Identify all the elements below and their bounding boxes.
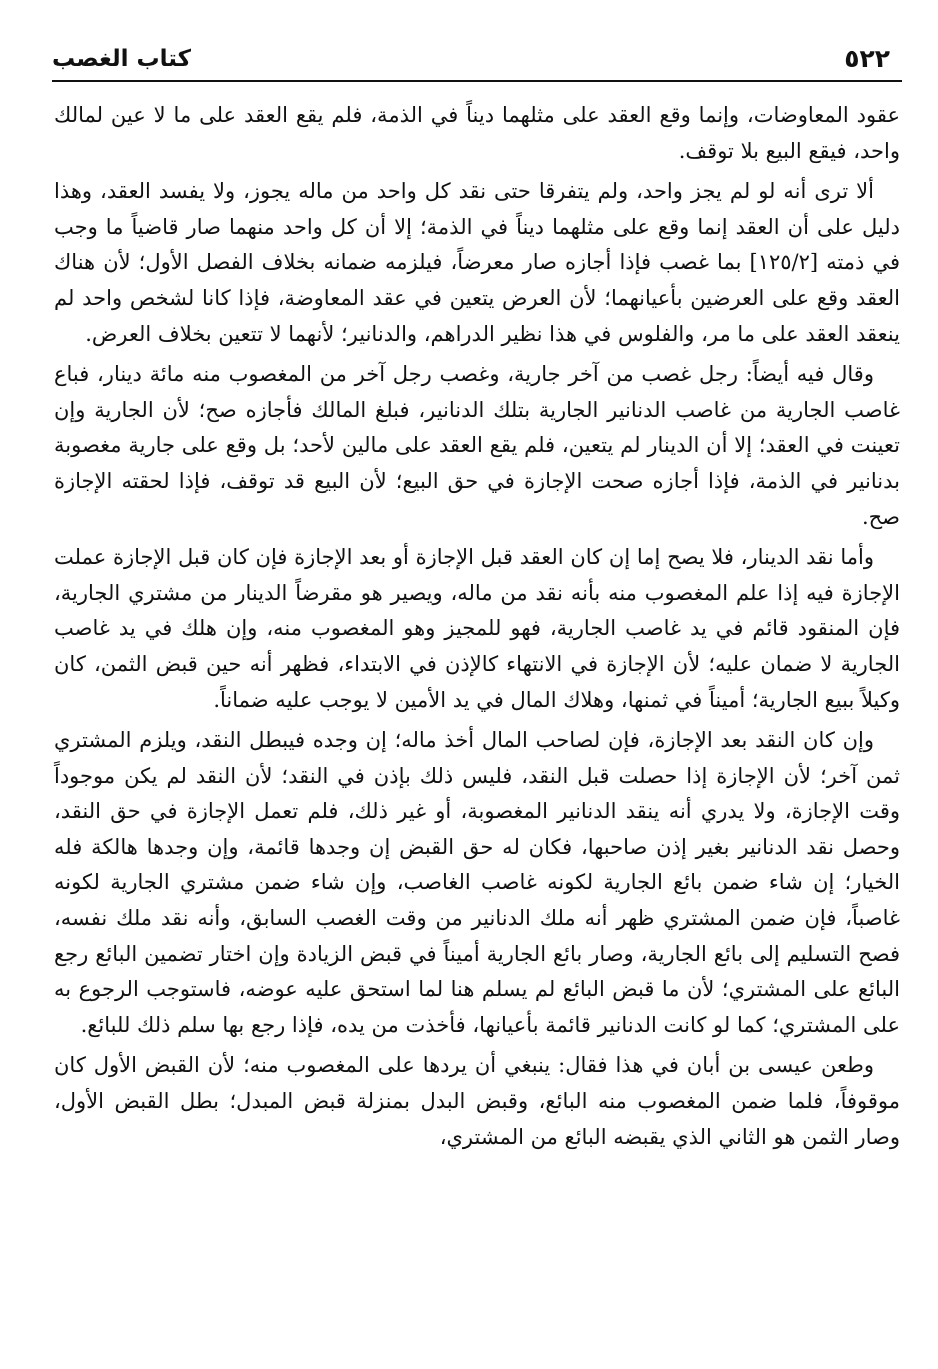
running-title: كتاب الغصب (52, 46, 192, 72)
paragraph: عقود المعاوضات، وإنما وقع العقد على مثلهما ديناً في الذمة، فلم يقع العقد على ما لا عين لمالك واحد، فيقع البيع بلا توقف. (54, 103, 900, 163)
book-page (52, 40, 902, 1360)
paragraph: وأما نقد الدينار، فلا يصح إما إن كان العقد قبل الإجازة أو بعد الإجازة فإن كان قبل الإجازة عملت الإجازة فيه إذا علم المغصوب منه بأنه نقد من ماله، ويصير هو مقرضاً الدينار من مشتري الجارية، فإن المنقود قائم في يد غاصب الجارية، فهو للمجيز وهو المغصوب منه، وإن هلك في يد غاصب الجارية لا ضمان عليه؛ لأن الإجازة في الانتهاء كالإذن في الابتداء، فظهر أنه حين قبض الثمن، كان وكيلاً ببيع الجارية؛ أميناً في ثمنها، وهلاك المال في يد الأمين لا يوجب عليه ضماناً. (54, 545, 900, 712)
page-header (52, 40, 902, 82)
page-number: ٥٢٢ (844, 44, 890, 73)
paragraph: وإن كان النقد بعد الإجازة، فإن لصاحب المال أخذ ماله؛ إن وجده فيبطل النقد، ويلزم المشتري ثمن آخر؛ لأن الإجازة إذا حصلت قبل النقد، فليس ذلك بإذن في النقد؛ لأن النقد لم يكن موجوداً وقت الإجازة، ولا يدري أنه ينقد الدنانير المغصوبة، أو غير ذلك، فلم تعمل الإجازة في حق النقد، وحصل نقد الدنانير بغير إذن صاحبها، فكان له حق القبض إن وجدها قائمة، وإن وجدها هالكة فله الخيار؛ إن شاء ضمن بائع الجارية لكونه غاصب الغاصب، وإن شاء ضمن مشتري الجارية لكونه غاصباً، فإن ضمن المشتري ظهر أنه ملك الدنانير من وقت الغصب السابق، وأنه نقد ملك نفسه، فصح التسليم إلى بائع الجارية، وصار بائع الجارية أميناً في قبض الزيادة وإن اختار تضمين البائع رجع البائع على المشتري؛ لأن ما قبض البائع لم يسلم هنا لما استحق عليه عوضه، فاستوجب الرجوع به على المشتري؛ كما لو كانت الدنانير قائمة بأعيانها، فأخذت من يده، فإذا رجع بها سلم ذلك للبائع. (54, 728, 900, 1037)
paragraph: وقال فيه أيضاً: رجل غصب من آخر جارية، وغصب رجل آخر من المغصوب منه مائة دينار، فباع غاصب الجارية من غاصب الدنانير الجارية بتلك الدنانير، فبلغ المالك فأجازه صح؛ لأن الجارية وإن تعينت في العقد؛ إلا أن الدينار لم يتعين، فلم يقع العقد على مالين لأحد؛ بل وقع على جارية مغصوبة بدنانير في الذمة، فإذا أجازه صحت الإجازة في حق البيع؛ لأن البيع قد توقف، فإذا لحقته الإجازة صح. (54, 362, 900, 529)
paragraph: ألا ترى أنه لو لم يجز واحد، ولم يتفرقا حتى نقد كل واحد من ماله يجوز، ولا يفسد العقد، وهذا دليل على أن العقد إنما وقع على مثلهما ديناً في الذمة؛ إلا أن كل واحد منهما صار قاضياً ما وجب في ذمته [١٢٥/٢] بما غصب فإذا أجازه صار معرضاً، فيلزمه ضمانه بخلاف الفصل الأول؛ لأن هناك العقد وقع على العرضين بأعيانهما؛ لأن العرض يتعين في عقد المعاوضة، فإذا كانا لشخص واحد لم ينعقد العقد على ما مر، والفلوس في هذا نظير الدراهم، والدنانير؛ لأنهما لا تتعين بخلاف العرض. (54, 179, 901, 346)
body-text (52, 98, 902, 1155)
paragraph: وطعن عيسى بن أبان في هذا فقال: ينبغي أن يردها على المغصوب منه؛ لأن القبض الأول كان موقوفاً، فلما ضمن المغصوب منه البائع، وقبض البدل بمنزلة قبض المبدل؛ بطل القبض الأول، وصار الثمن هو الثاني الذي يقبضه البائع من المشتري، (54, 1053, 900, 1149)
